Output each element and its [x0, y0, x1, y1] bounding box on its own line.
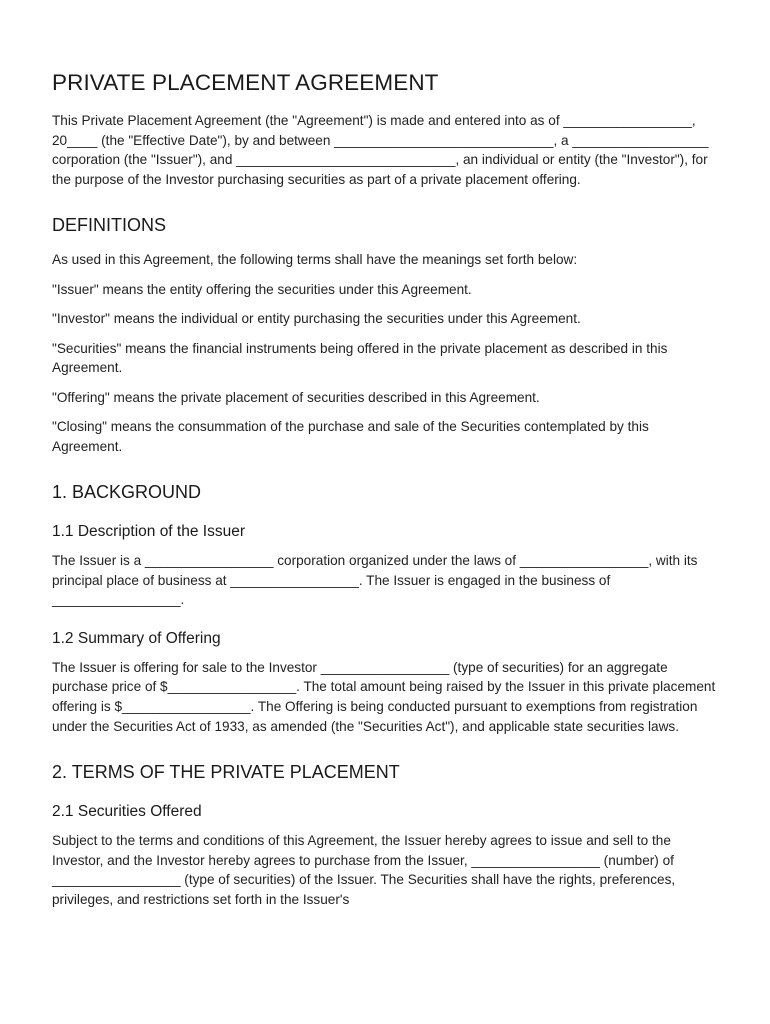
- background-heading: 1. BACKGROUND: [52, 482, 202, 503]
- definition-offering: "Offering" means the private placement of securities described in this Agreement.: [52, 389, 540, 405]
- definition-securities: "Securities" means the financial instruments being offered in the private placement as described in this Agreement.: [52, 340, 668, 376]
- document-title: PRIVATE PLACEMENT AGREEMENT: [52, 70, 439, 95]
- definitions-heading: DEFINITIONS: [52, 215, 167, 236]
- definitions-lead: As used in this Agreement, the following terms shall have the meanings set forth below:: [52, 252, 578, 268]
- terms-heading: 2. TERMS OF THE PRIVATE PLACEMENT: [52, 762, 400, 783]
- issuer-description-heading: 1.1 Description of the Issuer: [52, 523, 245, 541]
- securities-offered-text: Subject to the terms and conditions of this Agreement, the Issuer hereby agrees to issue and sell to the Investor, and the Investor hereby agrees to purchase from the Issuer, _________________ (number) of _________________ (type of securities) of the Issuer. The Securities shall have the rights, preferences, privileges, and restrictions set forth in the Issuer's: [52, 833, 676, 908]
- offering-summary-heading: 1.2 Summary of Offering: [52, 629, 221, 647]
- issuer-description-text: The Issuer is a _________________ corporation organized under the laws of _________________, with its principal place of business at _________________. The Issuer is engaged in the business of _________________.: [52, 553, 698, 608]
- securities-offered-heading: 2.1 Securities Offered: [52, 803, 202, 821]
- offering-summary-text: The Issuer is offering for sale to the Investor _________________ (type of securities) for an aggregate purchase price of $_________________. The total amount being raised by the Issuer in this private placement offering is $_________________. The Offering is being conducted pursuant to exemptions from registration under the Securities Act of 1933, as amended (the "Securities Act"), and applicable state securities laws.: [52, 659, 716, 734]
- document-page: [52, 70, 720, 910]
- intro-paragraph: This Private Placement Agreement (the "Agreement") is made and entered into as of _________________, 20____ (the "Effective Date"), by and between _____________________________, a __________________ corporation (the "Issuer"), and _____________________________, an individual or entity (the "Investor"), for the purpose of the Investor purchasing securities as part of a private placement offering.: [52, 113, 709, 187]
- definition-closing: "Closing" means the consummation of the purchase and sale of the Securities contemplated by this Agreement.: [52, 418, 649, 454]
- definition-issuer: "Issuer" means the entity offering the securities under this Agreement.: [52, 281, 472, 297]
- definition-investor: "Investor" means the individual or entity purchasing the securities under this Agreement.: [52, 311, 581, 327]
